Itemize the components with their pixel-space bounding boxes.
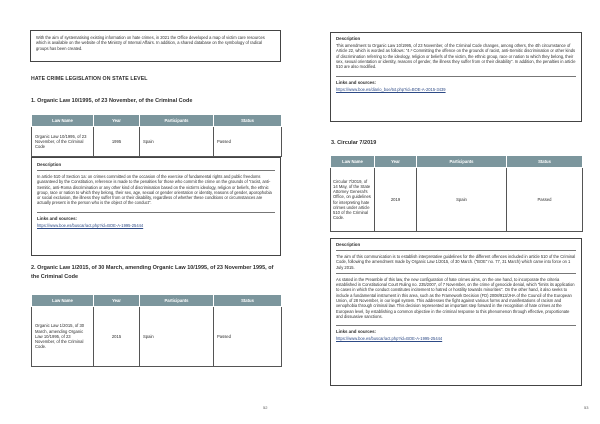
description-title: Description [336,242,361,247]
law-name-cell: Organic Law 1/2015, of 30 March, amending Organic Law 10/1995, of 23 November, of the Criminal Code. [32,307,94,367]
section-2-table [31,294,282,367]
page-number: 52 [263,405,268,410]
section-3-description-box [330,238,582,386]
column-header-status: Status [507,156,583,168]
description-text: In article 510 of Section 1a: on crimes committed on the occasion of the exercise of fundamental rights and public freedoms guaranteed by the Constitution, reference is made to the penalties for those who commit the crime on the grounds of "racist, anti-Semitic, anti-Roma discrimination or any other kind of discrimination based on the victim's ideology, religion or beliefs, the ethnic group, race or nation to which they belong, their sex, age, sexual or gender orientation or identity, reasons of gender, aporophobia or social exclusion, the illness they suffer from or their disability, regardless of whether these conditions or circumstances are actually present in the person who is the object of the conduct". [37,174,272,206]
law-name-cell: Organic Law 10/1995, of 23 November, of the Criminal Code [32,127,94,157]
section-1-title: 1. Organic Law 10/1995, of 23 November, of the Criminal Code [31,98,193,104]
column-header-participants: Participants [417,156,507,168]
description-paragraph-2: As stated in the Preamble of this law, the new configuration of hate crimes aims, on the one hand, to incorporate the criteria established in Constitutional Court Ruling no. 235/2007, of 7 November, on the crime of genocide denial, which "limits its application to cases in which the conduct constitutes incitement to hatred or hostility towards minorities". On the other hand, it also seeks to include a fundamental instrument in this area, such as the Framework Decision (FD) 2008/913/JHA of the Council of the European Union, of 28 November, in our legal system. This addresses the fight against various forms and manifestations of racism and xenophobia through criminal law. This decision represented an important step forward in the recognition of hate crimes at the European level, by establishing a common objective in the criminal response to this phenomenon through effective, proportionate and dissuasive sanctions. [336,276,575,319]
table-row [331,168,583,232]
section-2-description-box [330,32,582,122]
column-header-participants: Participants [140,115,214,127]
divider [336,325,576,326]
table-row [32,127,282,157]
column-header-year: Year [375,156,417,168]
column-header-year: Year [94,295,140,307]
description-title: Description [336,36,361,41]
divider [37,212,275,213]
year-cell: 2015 [94,307,140,367]
description-title: Description [37,162,62,167]
column-header-law-name: Law Name [331,156,375,168]
page-number: 53 [584,405,589,410]
intro-text: With the aim of systematising existing information on hate crimes, in 2021 the Office developed a map of victim care resources which is available on the website of the Ministry of Internal Affairs. In addition, a shared database on the symbology of radical groups has been created. [36,35,265,51]
year-cell: 2019 [375,168,417,232]
divider [336,250,576,251]
status-cell: Passed [214,307,282,367]
column-header-law-name: Law Name [32,295,94,307]
source-link[interactable]: https://www.boe.es/buscar/act.php?id=BOE-A-1995-25444 [336,336,443,342]
source-link[interactable]: https://www.boe.es/buscar/act.php?id=BOE-A-1995-25444 [37,222,144,228]
section-2-title: 2. Organic Law 1/2015, of 30 March, amending Organic Law 10/1995, of 23 November 1995, of the Criminal Code [31,265,274,280]
links-title: Links and sources: [336,80,377,86]
status-cell: Passed [214,127,282,157]
column-header-status: Status [214,295,282,307]
section-1-table [31,114,282,157]
links-title: Links and sources: [336,329,377,335]
participants-cell: Spain [417,168,507,232]
right-page [300,0,600,424]
column-header-year: Year [94,115,140,127]
participants-cell: Spain [140,307,214,367]
table-header-row [32,295,282,307]
table-header-row [32,115,282,127]
section-3-table [330,155,583,232]
legislation-heading: HATE CRIME LEGISLATION ON STATE LEVEL [31,76,148,82]
section-1-description-box [31,157,281,256]
table-row [32,307,282,367]
participants-cell: Spain [140,127,214,157]
column-header-status: Status [214,115,282,127]
description-paragraph-1: The aim of this communication is to establish interpretative guidelines for the different offences included in article 510 of the Criminal Code, following the amendment made by Organic Law 1/2015, of 30 March. ("BOE" no. 77, 31 March) which came into force on 1 July 2015. [336,254,576,270]
year-cell: 1995 [94,127,140,157]
divider [336,76,576,77]
source-link[interactable]: https://www.boe.es/diario_boe/txt.php?id=BOE-A-2015-3439 [336,87,446,93]
status-cell: Passed [507,168,583,232]
column-header-law-name: Law Name [32,115,94,127]
intro-box [30,30,281,62]
divider [37,170,275,171]
section-3-title: 3. Circular 7/2019 [331,140,377,146]
links-title: Links and sources: [37,215,78,221]
table-header-row [331,156,583,168]
description-text: This amendment to Organic Law 10/1995, of 23 November, of the Criminal Code changes, among others, the 4th circumstance of Article 22, which is worded as follows: "4.º Committing the offence on the grounds of racist, anti-Semitic discrimination or other kinds of discrimination referring to the ideology, religion or beliefs of the victim, the ethnic group, race or nation to which they belong, their sex, sexual orientation or identity, reasons of gender, the illness they suffer from or their disability". In addition, the penalties in article 510 are also modified. [336,43,576,70]
law-name-cell: Circular 7/2019, of 14 May, of the State Attorney General's Office, on guidelines for interpreting hate crimes under article 510 of the Criminal Code. [331,168,375,232]
column-header-participants: Participants [140,295,214,307]
divider [336,273,576,274]
